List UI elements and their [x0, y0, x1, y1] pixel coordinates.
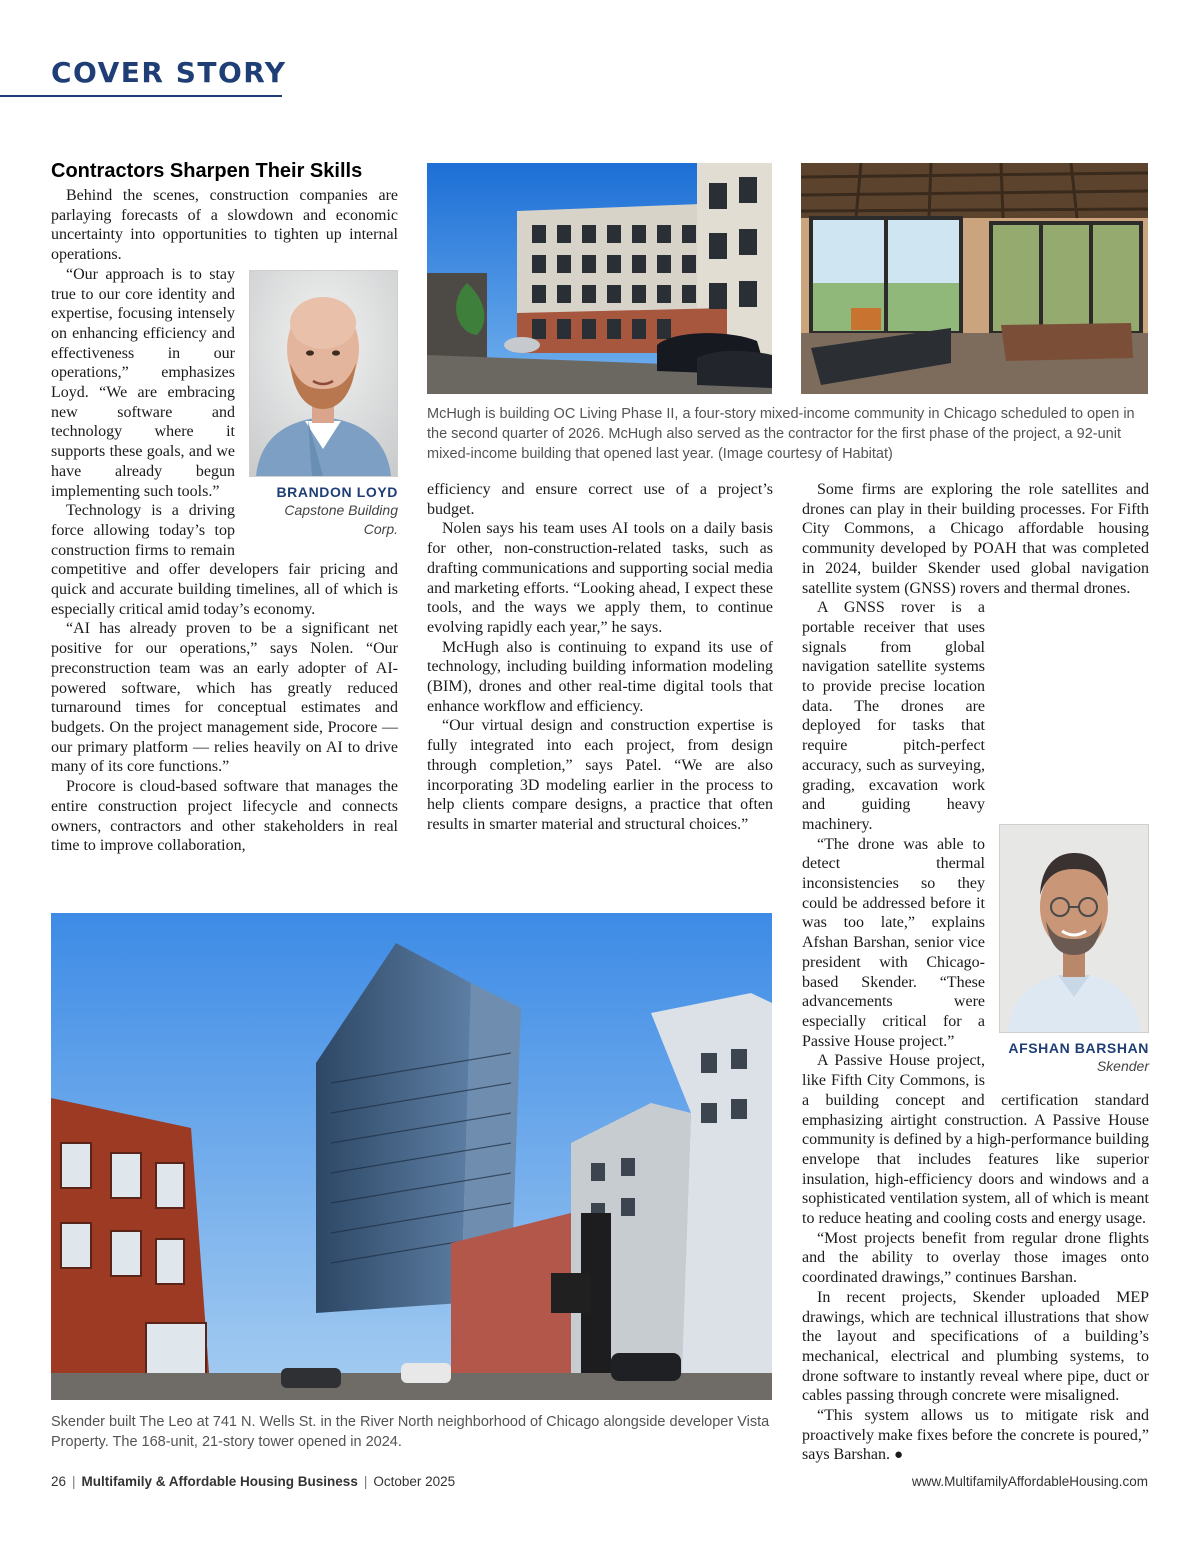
paragraph: In recent projects, Skender uploaded MEP drawings, which are technical illustrations that show the layout and specifications of a building’s mechanical, electrical and plumbing systems, to drone software to instantly reveal where pipe, duct or cables passing through concrete were misaligned. [802, 1288, 1149, 1405]
paragraph: “Our virtual design and construction expertise is fully integrated into each project, from design through completion,” says Patel. “We are also incorporating 3D modeling earlier in the process to help clients compare designs, a practice that often results in smarter material and structural choices.” [427, 717, 773, 833]
profile-brandon-loyd [249, 270, 398, 539]
footer-left [51, 1474, 455, 1489]
paragraph: McHugh also is continuing to expand its use of technology, including building information modeling (BIM), drones and other real-time digital tools that enhance workflow and efficiency. [427, 638, 773, 715]
bottom-photo-caption: Skender built The Leo at 741 N. Wells St. in the River North neighborhood of Chicago alongside developer Vista Property. The 168-unit, 21-story tower opened in 2024. [51, 1414, 770, 1450]
paragraph-text: “This system allows us to mitigate risk and proactively make fixes before the concrete is poured,” says Barshan. [802, 1407, 1149, 1464]
profile-company: Skender [1096, 1058, 1149, 1075]
profile-company: Capstone Building Corp. [284, 501, 398, 537]
publication-name: Multifamily & Affordable Housing Business [81, 1474, 358, 1489]
the-leo-tower-photo [51, 913, 772, 1400]
oc-living-exterior-photo [427, 163, 772, 394]
paragraph: A Passive House project, like Fifth City Commons, is a building concept and certification standard emphasizing airtight construction. A Passive House community is defined by a high-performance building envelope that includes features like superior insulation, high-efficiency doors and windows and a sophisticated ventilation system, all of which is meant to reduce heating and cooling costs and energy usage. [802, 1052, 1149, 1228]
profile-name: AFSHAN BARSHAN [1008, 1040, 1149, 1057]
end-mark: ● [893, 1447, 904, 1464]
paragraph: Behind the scenes, construction companies are parlaying forecasts of a slowdown and economic uncertainty into opportunities to tighten up internal operations. [51, 187, 398, 264]
paragraph [802, 1406, 1149, 1466]
profile-name: BRANDON LOYD [276, 483, 398, 500]
page-number: 26 [51, 1474, 67, 1489]
article-column-3 [802, 480, 1149, 1466]
footer-separator: | [72, 1474, 76, 1489]
paragraph: “AI has already proven to be a significant net positive for our operations,” says Nolen. “Our preconstruction team was an early adopter of AI-powered software, which has greatly reduced turnaround times for conceptual estimates and budgets. On the project management side, Procore — our primary platform — relies heavily on AI to drive many of its core functions.” [51, 620, 398, 776]
oc-living-lobby-photo [801, 163, 1148, 394]
section-label: COVER STORY [51, 56, 287, 89]
footer-separator: | [363, 1474, 368, 1489]
portrait-photo [249, 270, 398, 477]
paragraph: efficiency and ensure correct use of a project’s budget. [427, 481, 773, 518]
top-photo-caption: McHugh is building OC Living Phase II, a four-story mixed-income community in Chicago scheduled to open in the second quarter of 2026. McHugh also served as the contractor for the first phase of the project, a 92-unit mixed-income building that opened last year. (Image courtesy of Habitat) [427, 406, 1135, 462]
portrait-photo [999, 824, 1149, 1033]
paragraph: Some firms are exploring the role satellites and drones can play in their building processes. For Fifth City Commons, a Chicago affordable housing community developed by POAH that was completed in 2024, builder Skender used global navigation satellite system (GNSS) rovers and thermal drones. [802, 481, 1149, 597]
paragraph: “The drone was able to detect thermal inconsistencies so they could be addressed before it was too late,” explains Afshan Barshan, senior vice president with Chicago-based Skender. “These advancements were especially critical for a Passive House project.” [802, 835, 985, 1050]
article-heading: Contractors Sharpen Their Skills [51, 160, 363, 182]
article-column-2 [427, 480, 773, 835]
footer-website[interactable]: www.MultifamilyAffordableHousing.com [911, 1474, 1148, 1489]
paragraph: “Most projects benefit from regular drone flights and the ability to overlay those images onto coordinated drawings,” continues Barshan. [802, 1229, 1149, 1287]
profile-afshan-barshan [999, 824, 1149, 1076]
paragraph: Nolen says his team uses AI tools on a daily basis for other, non-construction-related tasks, such as drafting communications and supporting social media and marketing efforts. “Looking ahead, I expect these tools, and the ways we apply them, to continue evolving rapidly each year,” he says. [427, 520, 773, 636]
paragraph: Procore is cloud-based software that manages the entire construction project lifecycle and connects owners, contractors and other stakeholders in real time to improve collaboration, [51, 778, 398, 855]
article-column-1 [51, 158, 398, 856]
paragraph: “Our approach is to stay true to our core identity and expertise, focusing intensely on enhancing efficiency and effectiveness in our operations,” emphasizes Loyd. “We are embracing new software and technology where it supports these goals, and we have already begun implementing such tools.” [51, 265, 235, 500]
issue-date: October 2025 [373, 1474, 456, 1489]
section-rule [0, 95, 282, 97]
paragraph: Technology is a driving force allowing today’s top construction firms to remain competitive and offer developers fair pricing and quick and accurate building timelines, all of which is especially critical amid today’s economy. [51, 502, 398, 618]
paragraph: A GNSS rover is a portable receiver that uses signals from global navigation satellite systems to provide precise location data. The drones are deployed for tasks that require pitch-perfect accuracy, such as surveying, grading, excavation work and guiding heavy machinery. [802, 599, 985, 833]
